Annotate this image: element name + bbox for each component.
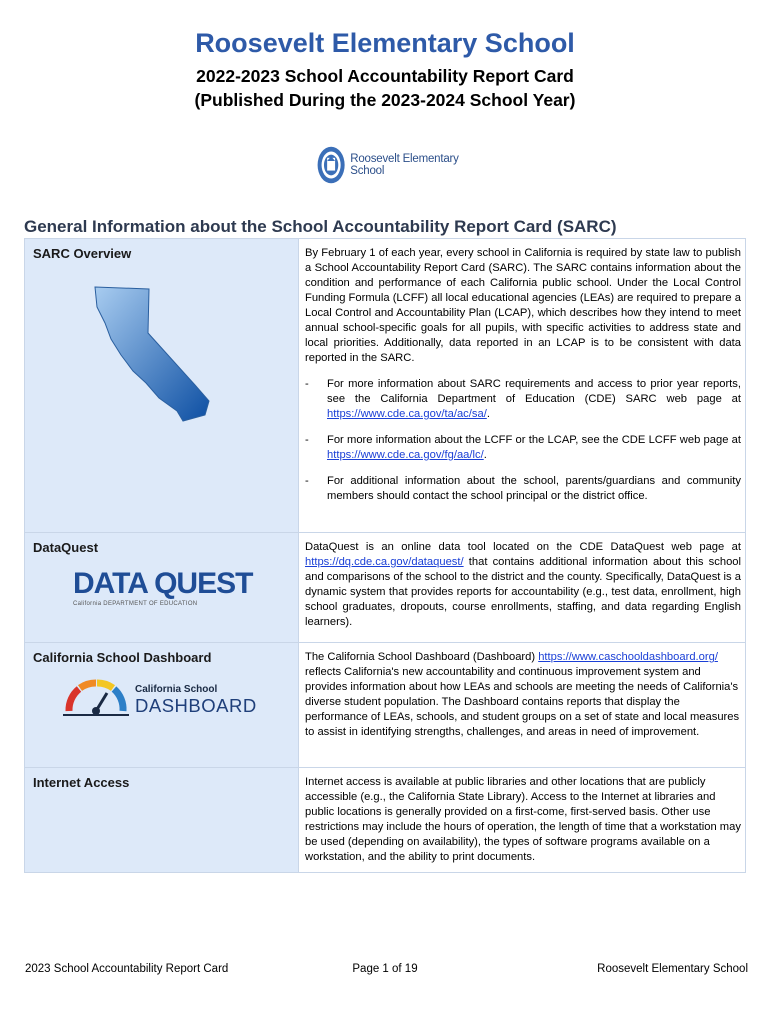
logo-text: Roosevelt Elementary School bbox=[350, 153, 459, 177]
dashboard-text-rest: reflects California's new accountability and continuous improvement system and provides information about how LEAs and schools are meeting the needs of California's diverse student population. The Dashboard contains reports that display the performance of LEAs, schools, and student groups on a set of state and local measures to assist in identifying strengths, challenges, and areas in need of improvement. bbox=[305, 666, 740, 738]
dataquest-logo-text: DATA QUEST bbox=[73, 567, 253, 600]
list-item bbox=[305, 433, 741, 463]
row-label: SARC Overview bbox=[33, 246, 132, 261]
california-map-icon bbox=[91, 283, 221, 428]
bullet-end: . bbox=[486, 408, 490, 420]
overview-label-cell bbox=[25, 239, 299, 533]
row-label: California School Dashboard bbox=[33, 650, 212, 665]
dataquest-label-cell bbox=[25, 533, 299, 643]
dashboard-logo-main: DASHBOARD bbox=[135, 695, 257, 716]
dashboard-logo bbox=[63, 675, 290, 717]
bullet-text: For additional information about the school, parents/guardians and community members should contact the school principal or the district office. bbox=[327, 475, 741, 502]
bullet-dash: - bbox=[305, 378, 309, 390]
dashboard-text-cell bbox=[299, 643, 746, 768]
report-subtitle: (Published During the 2023-2024 School Year) bbox=[194, 90, 576, 110]
dashboard-label-cell bbox=[25, 643, 299, 768]
list-item bbox=[305, 377, 741, 422]
page-title: Roosevelt Elementary School bbox=[195, 28, 575, 58]
list-item bbox=[305, 474, 741, 504]
school-seal-icon bbox=[316, 140, 346, 190]
bullet-text: For more information about SARC requirements and access to prior year reports, see the California Department of Education (CDE) SARC web page at bbox=[327, 378, 741, 405]
lcff-web-link[interactable]: https://www.cde.ca.gov/fg/aa/lc/ bbox=[327, 449, 484, 461]
section-heading: General Information about the School Accountability Report Card (SARC) bbox=[24, 217, 617, 236]
dashboard-web-link[interactable]: https://www.caschooldashboard.org/ bbox=[538, 651, 718, 663]
bullet-end: . bbox=[483, 449, 487, 461]
sarc-web-link[interactable]: https://www.cde.ca.gov/ta/ac/sa/ bbox=[327, 408, 487, 420]
bullet-dash: - bbox=[305, 475, 309, 487]
row-label: DataQuest bbox=[33, 540, 99, 555]
table-row bbox=[25, 768, 746, 873]
sarc-info-table bbox=[24, 238, 746, 873]
row-label: Internet Access bbox=[33, 775, 130, 790]
internet-label-cell bbox=[25, 768, 299, 873]
internet-text: Internet access is available at public libraries and other locations that are publicly accessible (e.g., the California State Library). Access to the Internet at libraries and public locations is generally provided on a first-come, first-served basis. Other use restrictions may include the hours of operation, the length of time that a workstation may be used (depending on availability), the types of software programs available on a workstation, and the ability to print documents. bbox=[305, 776, 741, 863]
internet-text-cell bbox=[299, 768, 746, 873]
footer-page-number: Page 1 of 19 bbox=[352, 963, 418, 975]
footer-left: 2023 School Accountability Report Card bbox=[25, 963, 229, 975]
dashboard-text: The California School Dashboard (Dashboard) bbox=[305, 651, 539, 663]
dataquest-text-rest: that contains additional information about this school and comparisons of the school to the district and the county. Specifically, DataQuest is a dynamic system that provides reports for accountability (e.g., test data, enrollment, high school graduates, dropouts, course enrollments, staffing, and data regarding English learners). bbox=[305, 556, 741, 628]
dataquest-web-link[interactable]: https://dq.cde.ca.gov/dataquest/ bbox=[305, 556, 464, 568]
footer-right: Roosevelt Elementary School bbox=[597, 963, 748, 975]
report-title: 2022-2023 School Accountability Report Card bbox=[196, 66, 574, 86]
dashboard-logo-top: California School bbox=[135, 684, 218, 695]
table-row bbox=[25, 533, 746, 643]
dataquest-logo bbox=[73, 567, 290, 607]
dataquest-text-cell bbox=[299, 533, 746, 643]
dataquest-text: DataQuest is an online data tool located on the CDE DataQuest web page at bbox=[305, 541, 741, 553]
table-row bbox=[25, 643, 746, 768]
gauge-icon bbox=[63, 675, 129, 717]
bullet-dash: - bbox=[305, 434, 309, 446]
school-logo bbox=[316, 134, 466, 196]
bullet-text: For more information about the LCFF or the LCAP, see the CDE LCFF web page at bbox=[327, 434, 741, 446]
table-row bbox=[25, 239, 746, 533]
dataquest-logo-subtext: California DEPARTMENT OF EDUCATION bbox=[73, 601, 198, 607]
overview-text-cell bbox=[299, 239, 746, 533]
overview-paragraph: By February 1 of each year, every school in California is required by state law to publish a School Accountability Report Card (SARC). The SARC contains information about the condition and performance of each California public school. Under the Local Control Funding Formula (LCFF) all local educational agencies (LEAs) are required to prepare a Local Control and Accountability Plan (LCAP), which describes how they intend to meet annual school-specific goals for all pupils, with specific activities to address state and local priorities. Additionally, data reported in an LCAP is to be consistent with data reported in the SARC. bbox=[305, 247, 741, 364]
